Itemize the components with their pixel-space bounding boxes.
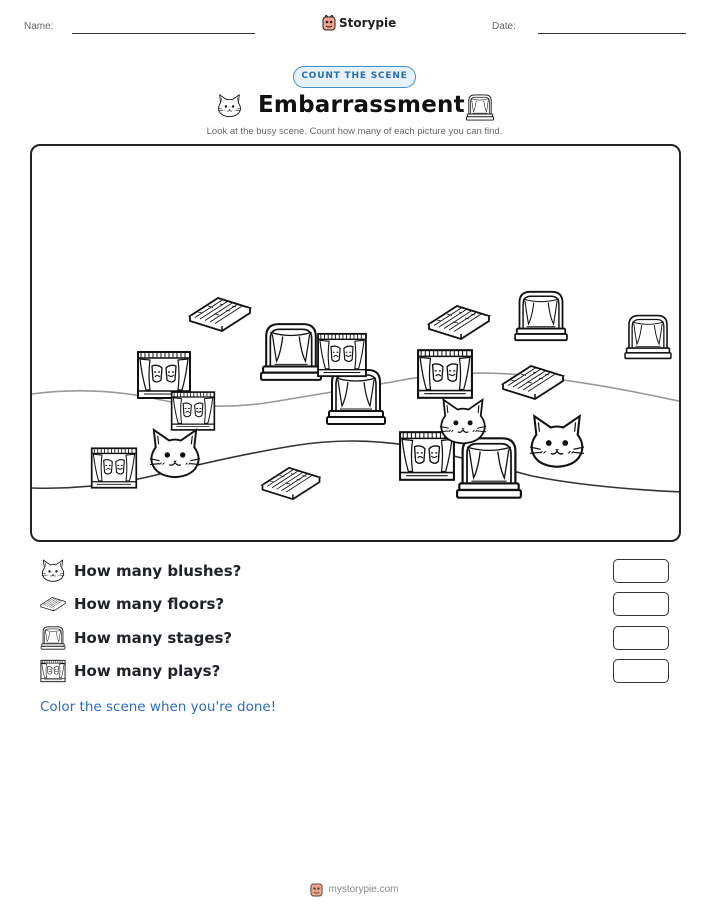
play-5	[92, 448, 137, 487]
closing-instruction: Color the scene when you're done!	[40, 699, 277, 715]
stage-4	[327, 370, 385, 424]
page-title: Embarrassment	[258, 92, 465, 118]
play-1	[138, 352, 190, 398]
date-label: Date:	[492, 21, 516, 32]
question-text: How many floors?	[74, 595, 225, 613]
question-stages	[40, 626, 670, 652]
stage-5	[457, 438, 521, 497]
question-floors	[40, 592, 670, 618]
brand-name: Storypie	[339, 16, 397, 30]
answer-box[interactable]	[613, 559, 669, 583]
storypie-logo-icon	[322, 15, 336, 31]
brand-logo	[322, 14, 396, 32]
scene-illustration	[32, 146, 681, 542]
blush-cat-1	[440, 400, 486, 444]
question-text: How many stages?	[74, 629, 233, 647]
floor-1	[190, 298, 250, 331]
blush-cat-3	[150, 430, 200, 477]
storypie-logo-icon	[310, 882, 323, 897]
floor-3	[503, 366, 563, 399]
answer-box[interactable]	[613, 626, 669, 650]
question-plays	[40, 659, 670, 685]
date-field[interactable]	[538, 33, 686, 34]
title-row	[0, 92, 709, 124]
floor-2	[429, 306, 489, 339]
play-theater-icon	[40, 659, 66, 683]
play-6	[400, 432, 454, 480]
name-label: Name:	[24, 21, 54, 32]
answer-box[interactable]	[613, 592, 669, 616]
count-the-scene-badge: COUNT THE SCENE	[293, 66, 416, 88]
name-field[interactable]	[72, 33, 255, 34]
answer-box[interactable]	[613, 659, 669, 683]
cat-blush-icon	[216, 94, 243, 118]
footer	[0, 880, 709, 898]
instructions: Look at the busy scene. Count how many of each picture you can find.	[206, 126, 503, 137]
worksheet-header	[0, 14, 709, 40]
play-2	[318, 334, 366, 376]
floor-tile-icon	[40, 592, 66, 616]
question-blushes	[40, 559, 670, 585]
stage-icon	[40, 626, 66, 650]
stage-3	[261, 324, 321, 380]
play-4	[172, 392, 215, 430]
stage-icon	[466, 94, 494, 121]
busy-scene	[30, 144, 681, 542]
play-3	[418, 350, 472, 398]
stage-2	[625, 316, 671, 359]
question-text: How many plays?	[74, 662, 221, 680]
blush-cat-2	[530, 416, 584, 467]
question-text: How many blushes?	[74, 562, 242, 580]
blush-cat-icon	[40, 559, 66, 583]
footer-link[interactable]: mystorypie.com	[328, 883, 399, 895]
stage-1	[515, 292, 567, 340]
floor-4	[263, 468, 320, 499]
